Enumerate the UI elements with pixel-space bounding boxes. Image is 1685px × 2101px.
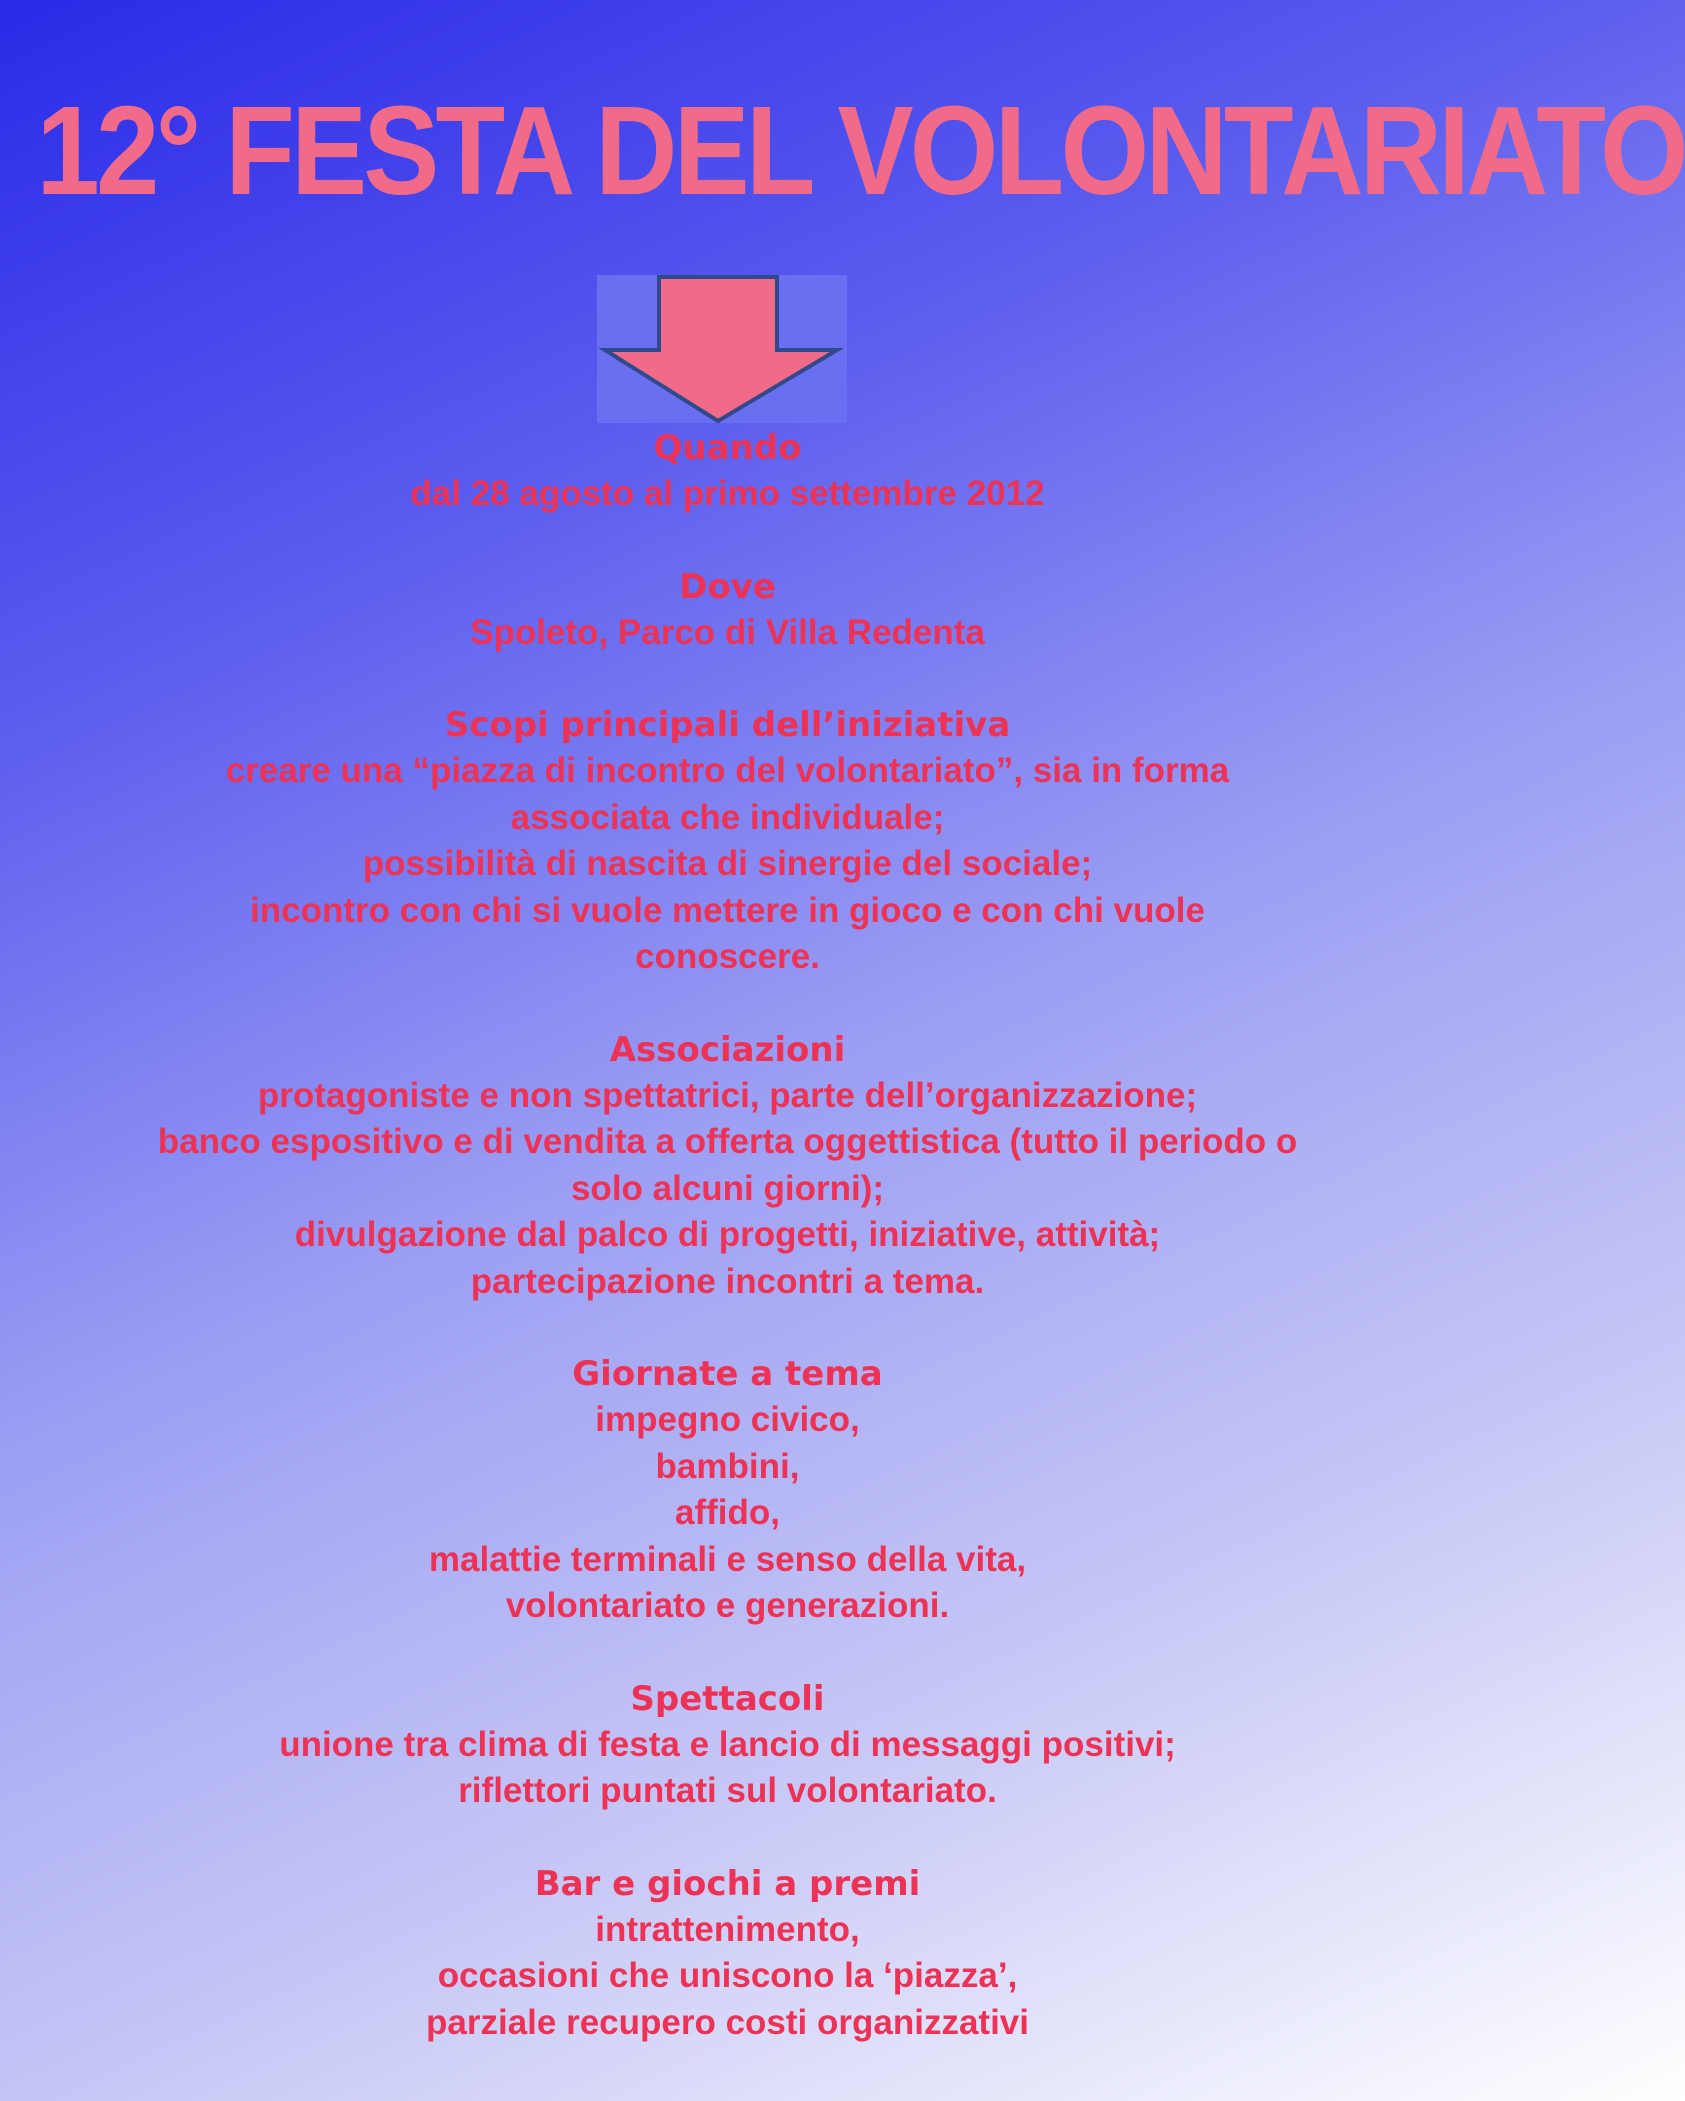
section — [60, 1676, 1395, 1815]
section-line: Spoleto, Parco di Villa Redenta — [470, 612, 985, 652]
section-line: impegno civico, — [595, 1400, 860, 1439]
section-line: incontro con chi si vuole mettere in gioco e con chi vuole — [250, 890, 1205, 930]
section-line: conoscere. — [635, 937, 820, 976]
section-heading: Spettacoli — [630, 1678, 825, 1719]
section-line: protagoniste e non spettatrici, parte dell’organizzazione; — [257, 1075, 1198, 1115]
section — [60, 425, 1395, 518]
section-line: partecipazione incontri a tema. — [470, 1261, 985, 1301]
section-heading: Associazioni — [609, 1029, 846, 1070]
section-line: bambini, — [655, 1446, 800, 1486]
section-line: creare una “piazza di incontro del volontariato”, sia in forma — [225, 751, 1230, 790]
section-line: occasioni che uniscono la ‘piazza’, — [437, 1956, 1018, 1995]
section-line: divulgazione dal palco di progetti, iniziative, attività; — [294, 1215, 1161, 1254]
section — [60, 1027, 1395, 1306]
section-heading: Giornate a tema — [572, 1354, 883, 1394]
section — [60, 1351, 1395, 1630]
section-heading: Scopi principali dell’iniziativa — [444, 705, 1011, 745]
section — [60, 564, 1395, 657]
section — [60, 1861, 1395, 2047]
section-heading: Quando — [653, 428, 802, 468]
section-line: banco espositivo e di vendita a offerta oggettistica (tutto il periodo o — [157, 1122, 1298, 1161]
section-line: possibilità di nascita di sinergie del sociale; — [362, 844, 1093, 883]
section — [60, 702, 1395, 981]
section-line: solo alcuni giorni); — [570, 1168, 885, 1208]
section-line: dal 28 agosto al primo settembre 2012 — [410, 474, 1045, 513]
poster-content — [60, 425, 1395, 2092]
section-line: volontariato e generazioni. — [505, 1586, 950, 1625]
section-line: unione tra clima di festa e lancio di messaggi positivi; — [279, 1724, 1176, 1764]
section-heading: Dove — [679, 566, 776, 607]
section-line: associata che individuale; — [510, 797, 945, 837]
section-line: parziale recupero costi organizzativi — [426, 2002, 1029, 2042]
section-heading: Bar e giochi a premi — [534, 1863, 921, 1904]
section-line: riflettori puntati sul volontariato. — [458, 1771, 997, 1810]
down-arrow-icon — [597, 275, 847, 423]
section-line: affido, — [675, 1493, 780, 1532]
arrow-box — [597, 275, 847, 423]
section-line: intrattenimento, — [595, 1909, 860, 1949]
section-line: malattie terminali e senso della vita, — [428, 1539, 1027, 1579]
poster-title: 12° FESTA DEL VOLONTARIATO — [36, 80, 1685, 222]
